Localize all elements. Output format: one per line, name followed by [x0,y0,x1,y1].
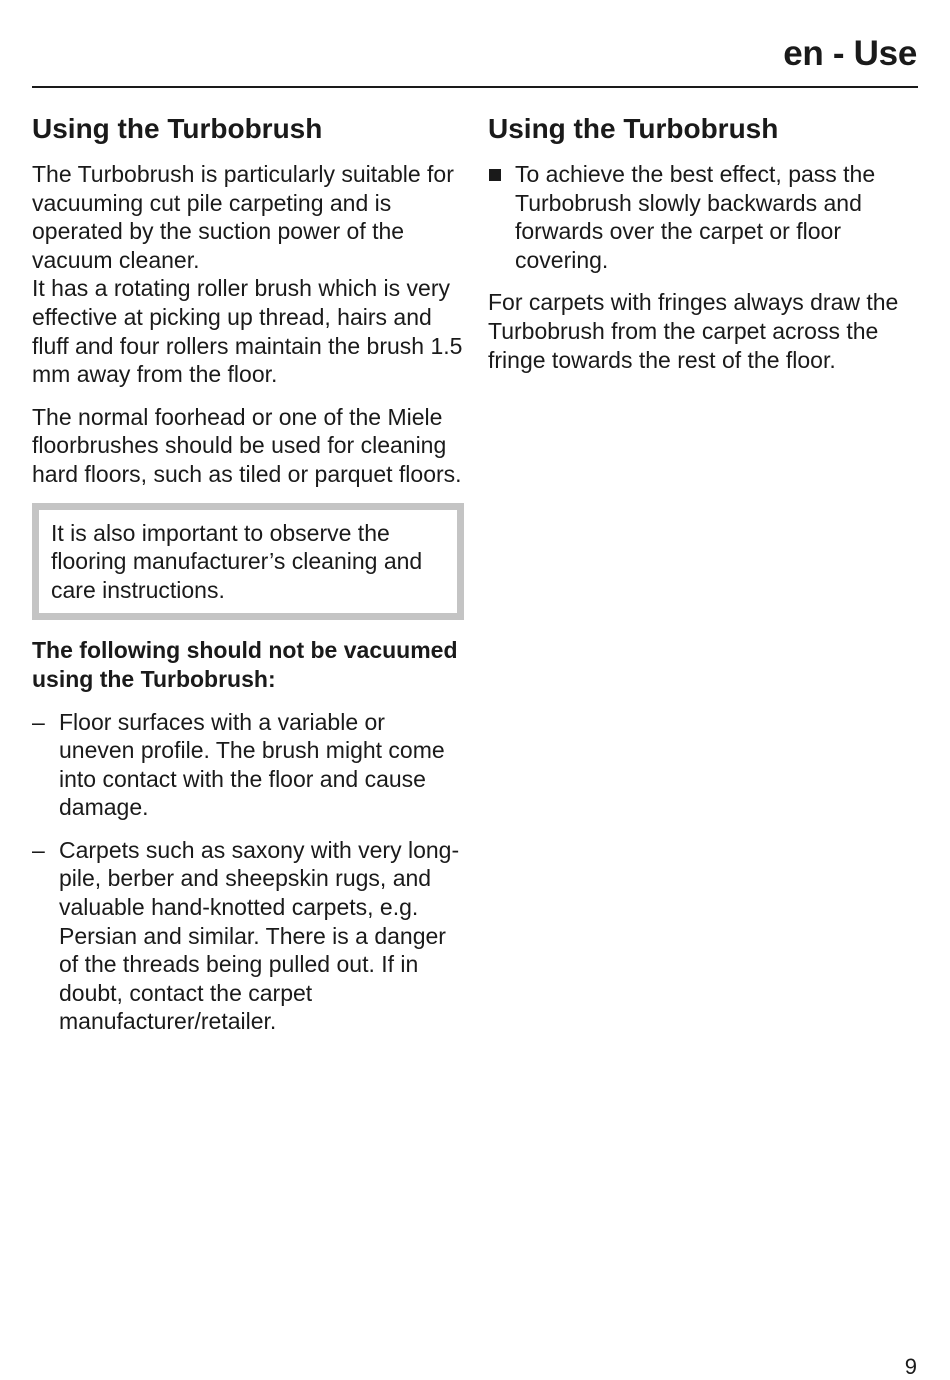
intro-paragraph-line2: It has a rotating roller brush which is very effective at picking up thread, hairs and fluff and four rollers maintain the brush 1.5 mm away from the floor. [32,275,463,388]
fringes-paragraph: For carpets with fringes always draw the Turbobrush from the carpet across the fringe towards the rest of the floor. [488,289,899,373]
list-item-text: To achieve the best effect, pass the Turbobrush slowly backwards and forwards over the carpet or floor covering. [515,161,876,273]
list-item [32,708,464,822]
dash-marker: – [32,708,45,735]
header-divider [32,86,918,88]
page-number: 9 [904,1354,917,1379]
left-column [32,112,464,1050]
right-column [488,112,920,388]
hard-floors-paragraph: The normal foorhead or one of the Miele floorbrushes should be used for cleaning hard floors, such as tiled or parquet floors. [32,403,462,487]
list-item [488,160,920,274]
warning-subheading: The following should not be vacuumed using the Turbobrush: [32,637,458,692]
page-section-title: en - Use [783,34,917,73]
tip-list [488,160,920,274]
list-item-text: Floor surfaces with a variable or uneven profile. The brush might come into contact with the floor and cause damage. [59,708,445,821]
list-item-text: Carpets such as saxony with very long-pile, berber and sheepskin rugs, and valuable hand-knotted carpets, e.g. Persian and similar. There is a danger of the threads being pulled out. If in doubt, contact the carpet manufacturer/retailer. [59,836,460,1035]
note-box: It is also important to observe the flooring manufacturer’s cleaning and care instructions. [32,503,464,621]
right-section-heading: Using the Turbobrush [488,113,779,144]
intro-paragraph [32,160,464,389]
dash-marker: – [32,836,45,863]
list-item [32,836,464,1036]
left-section-heading: Using the Turbobrush [32,113,323,144]
do-not-vacuum-list [32,708,464,1037]
square-bullet-icon [489,169,501,181]
intro-paragraph-line1: The Turbobrush is particularly suitable for vacuuming cut pile carpeting and is operated by the suction power of the vacuum cleaner. [32,161,454,273]
